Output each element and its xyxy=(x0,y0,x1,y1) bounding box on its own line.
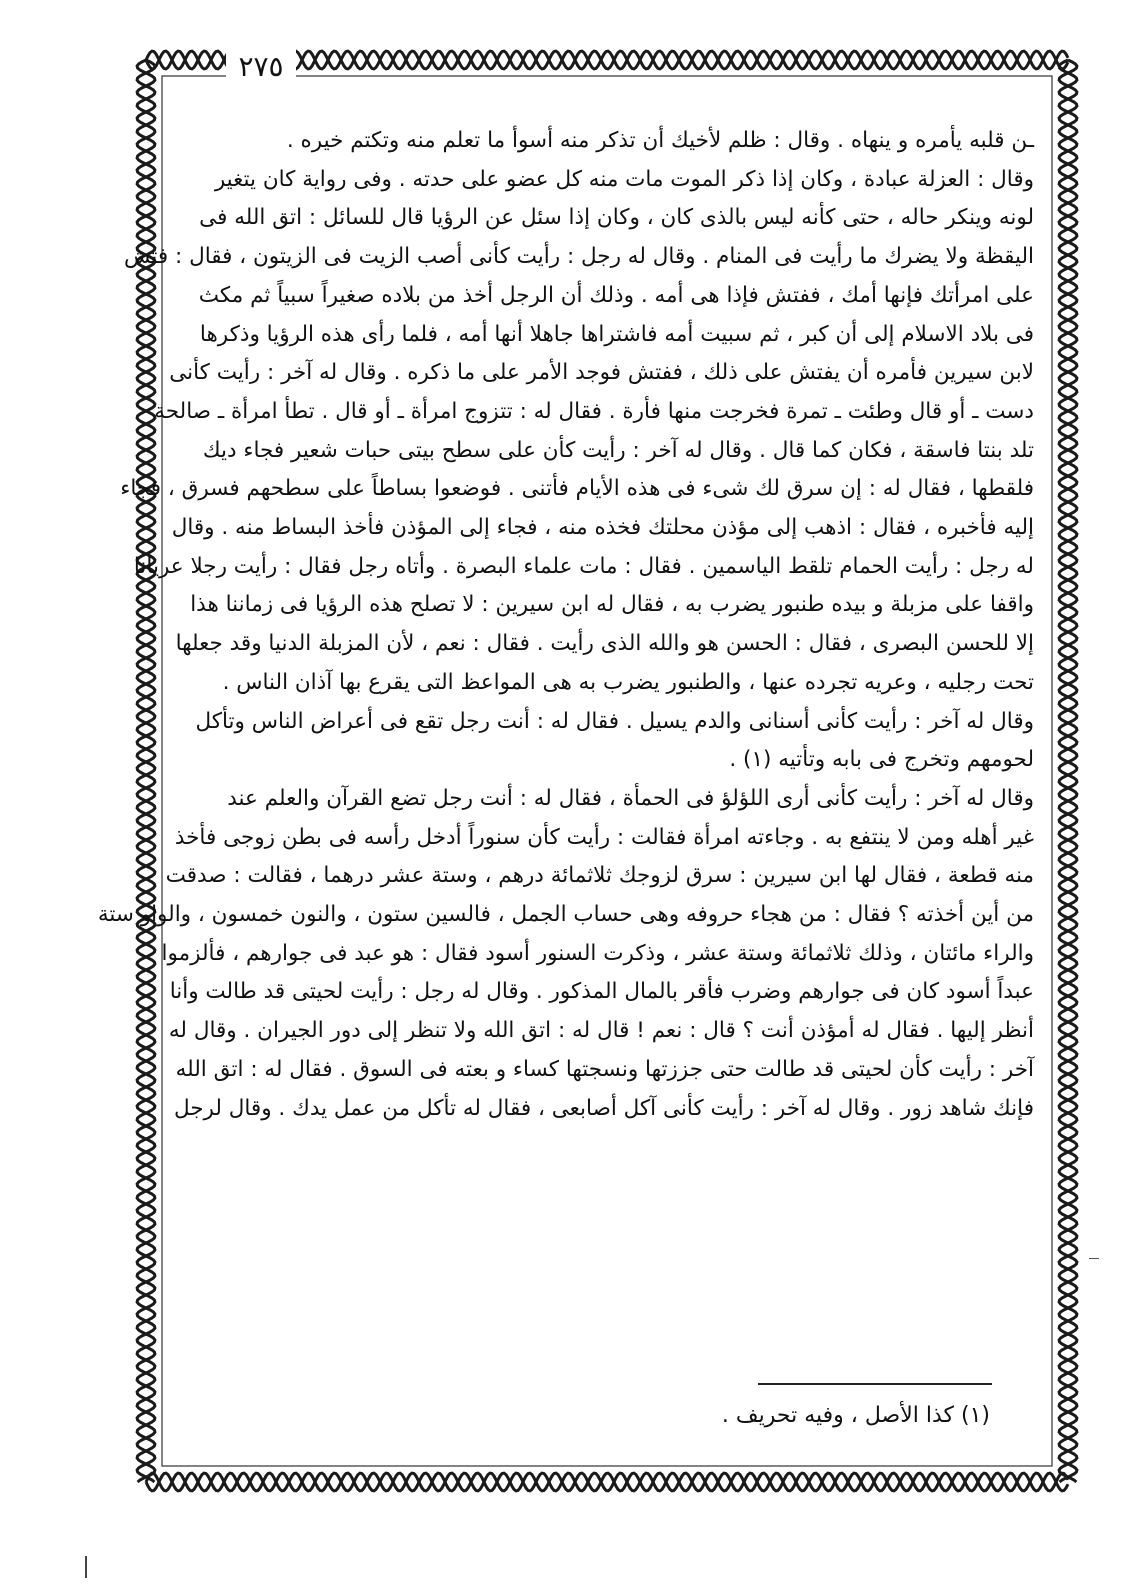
margin-mark xyxy=(1089,1258,1099,1259)
text-line: لونه وينكر حاله ، حتى كأنه ليس بالذى كان ، وكان إذا سئل عن الرؤيا قال للسائل : اتق الله فى xyxy=(199,205,1034,231)
text-line: إليه فأخبره ، فقال : اذهب إلى مؤذن محلتك فخذه منه ، فجاء إلى المؤذن فأخذ البساط منه . وقال xyxy=(171,515,1034,541)
text-line: اليقظة ولا يضرك ما رأيت فى المنام . وقال له رجل : رأيت كأنى أصب الزيت فى الزيتون ، فقال : فتش xyxy=(124,244,1034,270)
text-line: منه قطعة ، فقال لها ابن سيرين : سرق لزوجك ثلاثمائة درهم ، وستة عشر درهما ، فقالت : صدقت xyxy=(165,863,1034,889)
text-line: له رجل : رأيت الحمام تلقط الياسمين . فقال : مات علماء البصرة . وأتاه رجل فقال : رأيت رجلا عريانا xyxy=(133,553,1034,579)
text-line: واقفا على مزبلة و بيده طنبور يضرب به ، فقال له ابن سيرين : لا تصلح هذه الرؤيا فى زماننا هذا xyxy=(190,592,1034,618)
text-line: والراء مائتان ، وذلك ثلاثمائة وستة عشر ، وذكرت السنور أسود فقال : هو عبد فى جوارهم ، فألزموا xyxy=(161,940,1034,966)
text-line: تحت رجليه ، وعريه تجرده عنها ، والطنبور يضرب به هى المواعظ التى يقرع بها آذان الناس . xyxy=(222,669,1034,695)
text-line: وقال : العزلة عبادة ، وكان إذا ذكر الموت مات منه كل عضو على حدته . وفى رواية كان يتغير xyxy=(214,166,1034,192)
text-line: آخر : رأيت كأن لحيتى قد طالت حتى جززتها ونسجتها كساء و بعته فى السوق . فقال له : اتق الله xyxy=(175,1056,1034,1082)
page-number: ٢٧٥ xyxy=(226,47,296,87)
text-line: من أين أخذته ؟ فقال : من هجاء حروفه وهى حساب الجمل ، فالسين ستون ، والنون خمسون ، والواو ستة xyxy=(97,902,1034,928)
text-line: تلد بنتا فاسقة ، فكان كما قال . وقال له آخر : رأيت كأن على سطح بيتى حبات شعير فجاء ديك xyxy=(202,437,1034,463)
text-line: دست ـ أو قال وطئت ـ تمرة فخرجت منها فأرة . فقال له : تتزوج امرأة ـ أو قال . تطأ امرأة ـ صالحة xyxy=(154,398,1034,424)
text-line: ـن قلبه يأمره و ينهاه . وقال : ظلم لأخيك أن تذكر منه أسوأ ما تعلم منه وتكتم خيره . xyxy=(286,128,1034,153)
text-line: أنظر إليها . فقال له أمؤذن أنت ؟ قال : نعم ! قال له : اتق الله ولا تنظر إلى دور الجيران . وقال له xyxy=(168,1018,1034,1044)
footnote-divider xyxy=(758,1383,992,1385)
footnote: (١) كذا الأصل ، وفيه تحريف . xyxy=(721,1403,990,1428)
scan-mark xyxy=(85,1556,87,1578)
text-line: فى بلاد الاسلام إلى أن كبر ، ثم سبيت أمه فاشتراها جاهلا أنها أمه ، فلما رأى هذه الرؤيا وذكرها xyxy=(199,321,1034,347)
text-line: على امرأتك فإنها أمك ، ففتش فإذا هى أمه . وذلك أن الرجل أخذ من بلاده صغيراً سبياً ثم مكث xyxy=(198,282,1034,308)
text-line: عبداً أسود كان فى جوارهم وضرب فأقر بالمال المذكور . وقال له رجل : رأيت لحيتى قد طالت وأنا xyxy=(169,979,1034,1005)
text-line: إلا للحسن البصرى ، فقال : الحسن هو والله الذى رأيت . فقال : نعم ، لأن المزبلة الدنيا وقد جعلها xyxy=(175,631,1034,657)
text-line: فلقطها ، فقال له : إن سرق لك شىء فى هذه الأيام فأتنى . فوضعوا بساطاً على سطحهم فسرق ، فجاء xyxy=(120,476,1034,502)
text-line: وقال له آخر : رأيت كأنى أرى اللؤلؤ فى الحمأة ، فقال له : أنت رجل تضع القرآن والعلم عند xyxy=(227,785,1034,811)
text-line: لابن سيرين فأمره أن يفتش على ذلك ، ففتش فوجد الأمر على ما ذكره . وقال له آخر : رأيت كأنى xyxy=(169,360,1034,386)
text-line: غير أهله ومن لا ينتفع به . وجاءته امرأة فقالت : رأيت كأن سنوراً أدخل رأسه فى بطن زوجى فأخذ xyxy=(174,824,1034,850)
text-line: وقال له آخر : رأيت كأنى أسنانى والدم يسيل . فقال له : أنت رجل تقع فى أعراض الناس وتأكل xyxy=(195,708,1034,734)
page-body-text xyxy=(97,122,1034,1128)
text-line: لحومهم وتخرج فى بابه وتأتيه (١) . xyxy=(729,747,1034,773)
text-line: فإنك شاهد زور . وقال له آخر : رأيت كأنى آكل أصابعى ، فقال له تأكل من عمل يدك . وقال لرجل xyxy=(173,1095,1034,1121)
